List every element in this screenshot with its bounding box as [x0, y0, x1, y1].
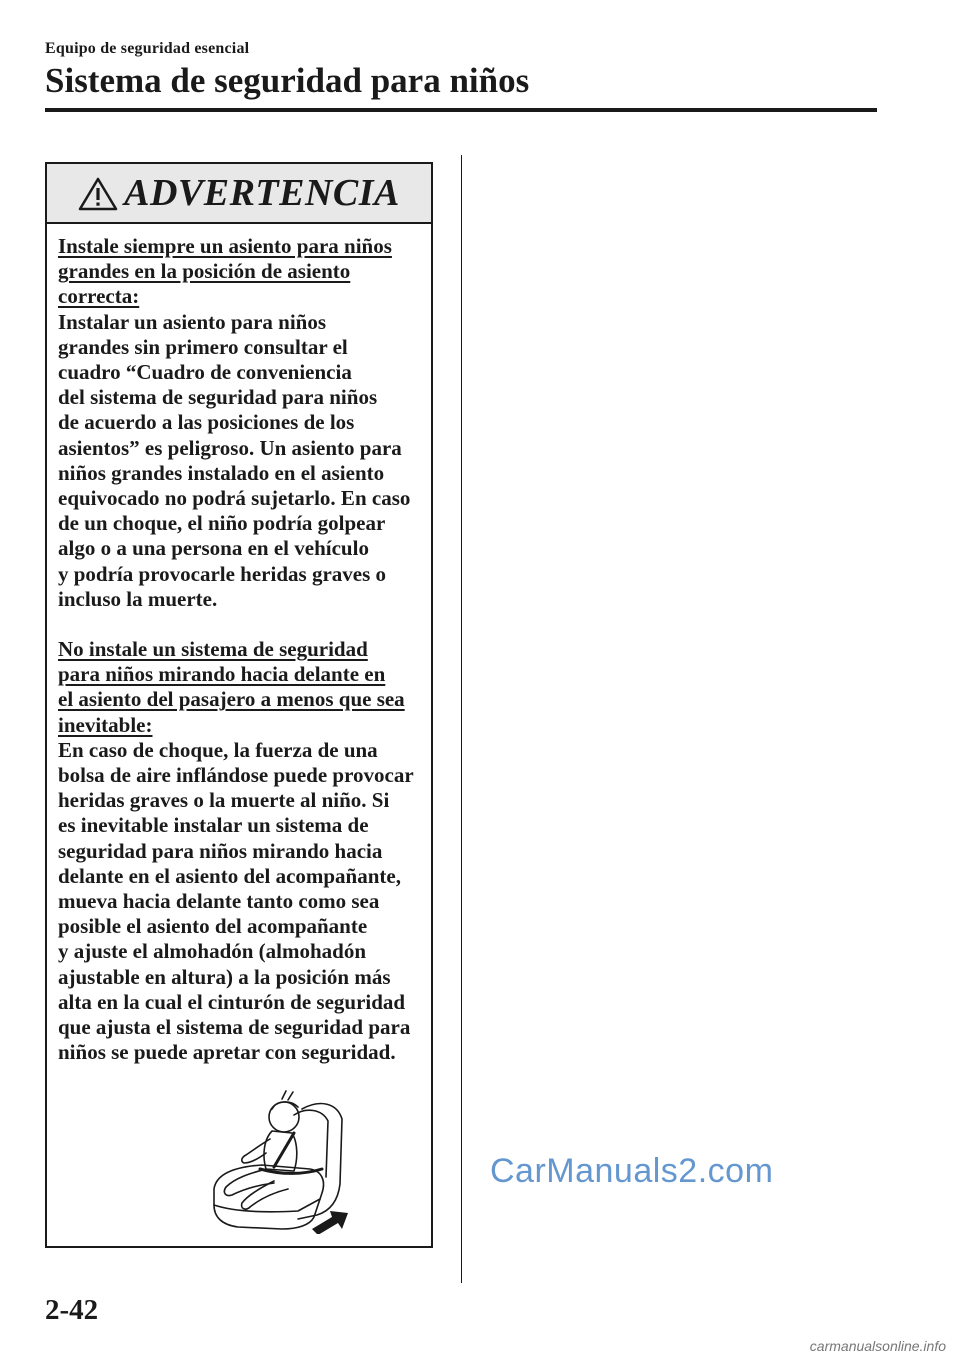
page-title: Sistema de seguridad para niños — [45, 61, 530, 100]
paragraph-1-body-line: incluso la muerte. — [58, 586, 218, 611]
paragraph-1-body-line: asientos” es peligroso. Un asiento para — [58, 435, 402, 460]
child-in-booster-seat-illustration — [202, 1089, 367, 1234]
paragraph-1 — [58, 234, 431, 612]
paragraph-1-heading-line: grandes en la posición de asiento — [58, 259, 351, 284]
warning-title: ADVERTENCIA — [124, 172, 400, 214]
paragraph-2-body-line: es inevitable instalar un sistema de — [58, 813, 369, 838]
paragraph-2-body-line: bolsa de aire inflándose puede provocar — [58, 763, 414, 788]
paragraph-1-body-line: algo o a una persona en el vehículo — [58, 536, 369, 561]
warning-box — [45, 162, 433, 1248]
paragraph-2-body-line: seguridad para niños mirando hacia — [58, 838, 383, 863]
paragraph-2-body-line: alta en la cual el cinturón de seguridad — [58, 989, 406, 1014]
footer-watermark: carmanualsonline.info — [809, 1338, 946, 1354]
paragraph-1-body-line: cuadro “Cuadro de conveniencia — [58, 360, 352, 385]
paragraph-2-heading-line: para niños mirando hacia delante en — [58, 662, 386, 687]
paragraph-2-body-line: y ajuste el almohadón (almohadón — [58, 939, 367, 964]
paragraph-gap — [58, 612, 431, 637]
paragraph-1-body-line: grandes sin primero consultar el — [58, 334, 348, 359]
paragraph-2-body-line: delante en el asiento del acompañante, — [58, 863, 401, 888]
paragraph-1-body-line: Instalar un asiento para niños — [58, 309, 327, 334]
paragraph-1-body-line: de un choque, el niño podría golpear — [58, 511, 386, 536]
paragraph-1-body-line: y podría provocarle heridas graves o — [58, 561, 387, 586]
warning-header — [47, 164, 431, 224]
page-number: 2-42 — [45, 1294, 99, 1326]
paragraph-1-heading-line: correcta: — [58, 284, 140, 309]
paragraph-2-heading-line: el asiento del pasajero a menos que sea — [58, 687, 405, 712]
paragraph-1-body-line: niños grandes instalado en el asiento — [58, 460, 385, 485]
paragraph-2-body-line: posible el asiento del acompañante — [58, 914, 368, 939]
paragraph-2-heading-line: inevitable: — [58, 712, 153, 737]
paragraph-2 — [58, 637, 431, 1065]
paragraph-1-body-line: del sistema de seguridad para niños — [58, 385, 378, 410]
warning-triangle-icon — [78, 177, 118, 211]
paragraph-1-heading-line: Instale siempre un asiento para niños — [58, 234, 392, 258]
paragraph-2-body-line: ajustable en altura) a la posición más — [58, 964, 391, 989]
title-rule — [45, 108, 877, 112]
column-rule — [461, 155, 462, 1283]
paragraph-2-heading-line: No instale un sistema de seguridad — [58, 637, 368, 662]
paragraph-2-body-line: heridas graves o la muerte al niño. Si — [58, 788, 390, 813]
paragraph-2-body-line: En caso de choque, la fuerza de una — [58, 737, 378, 762]
watermark-logo: CarManuals2.com — [490, 1152, 774, 1190]
paragraph-2-body-line: niños se puede apretar con seguridad. — [58, 1040, 396, 1065]
paragraph-2-body-line: que ajusta el sistema de seguridad para — [58, 1015, 411, 1040]
section-label: Equipo de seguridad esencial — [45, 40, 250, 57]
paragraph-2-body-line: mueva hacia delante tanto como sea — [58, 889, 380, 914]
paragraph-1-body-line: equivocado no podrá sujetarlo. En caso — [58, 486, 411, 511]
warning-body — [47, 224, 431, 1066]
paragraph-1-body-line: de acuerdo a las posiciones de los — [58, 410, 355, 435]
